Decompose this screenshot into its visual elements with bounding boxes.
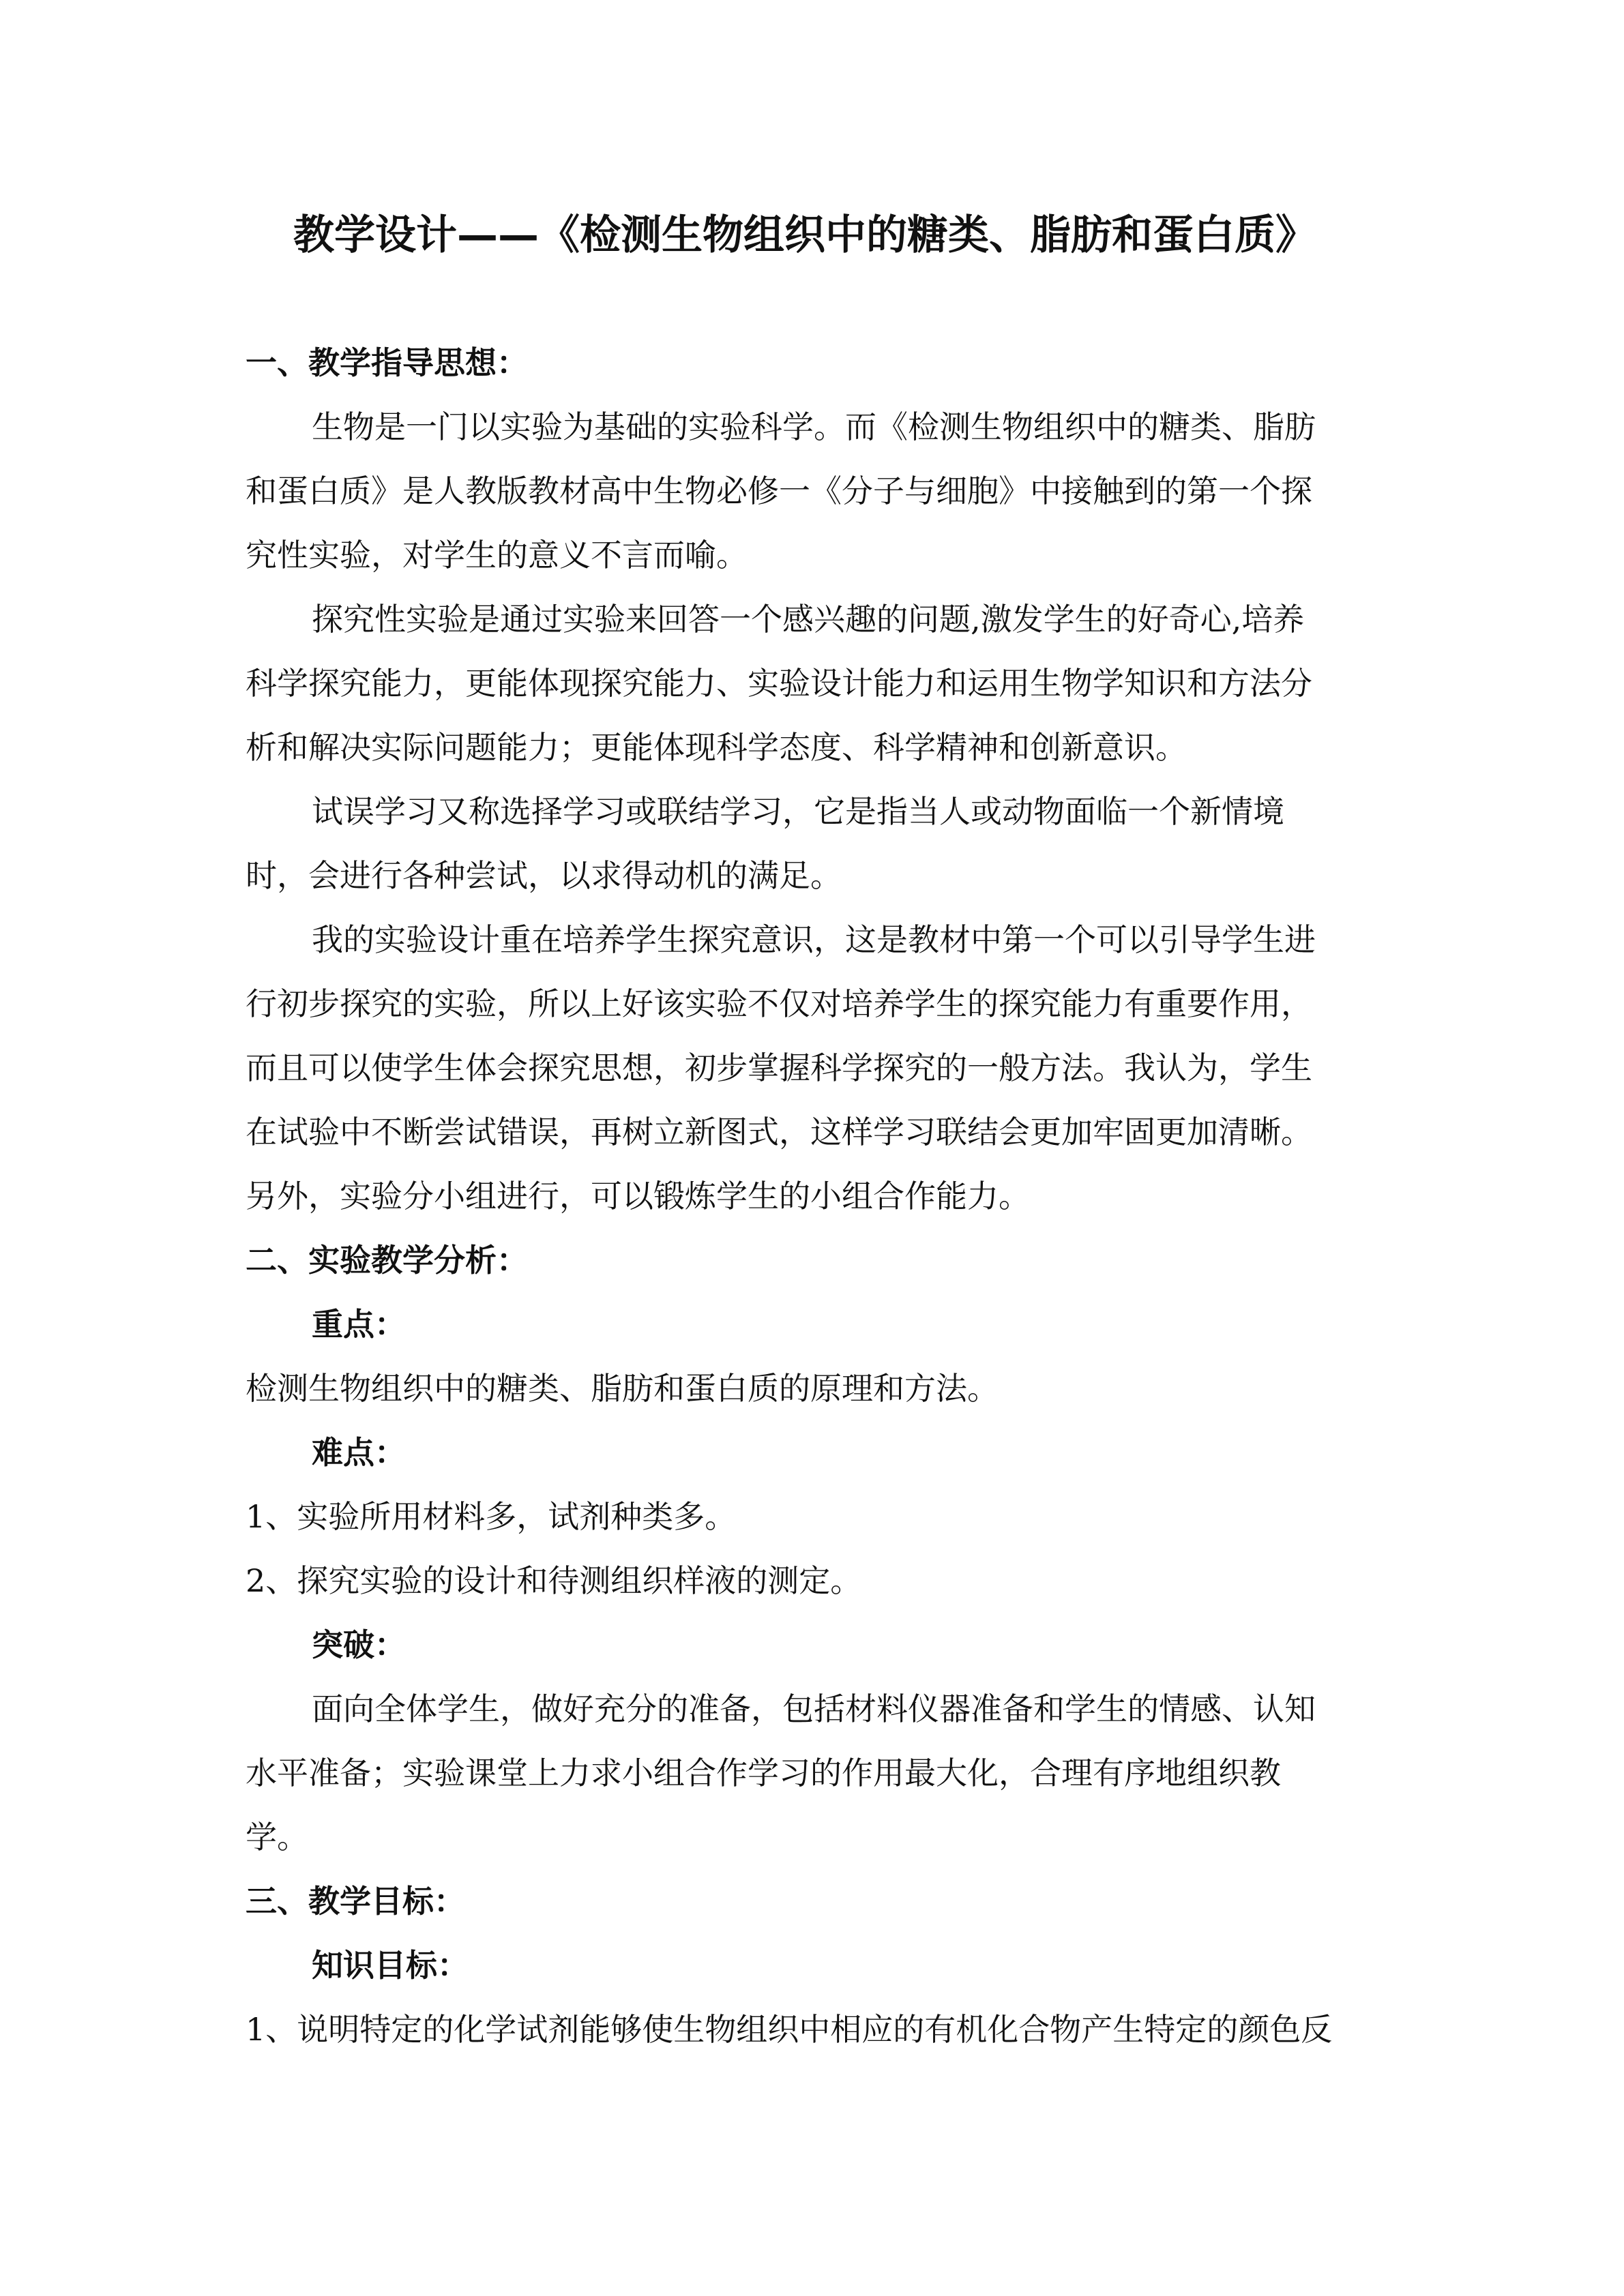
difficulty-item: 2、探究实验的设计和待测组织样液的测定。 — [246, 1562, 862, 1599]
section-heading-2: 二、实验教学分析： — [246, 1242, 528, 1279]
paragraph-line: 生物是一门以实验为基础的实验科学。而《检测生物组织中的糖类、脂肪 — [312, 408, 1316, 445]
paragraph-line: 而且可以使学生体会探究思想，初步掌握科学探究的一般方法。我认为，学生 — [246, 1049, 1312, 1086]
key-point-label: 重点： — [312, 1306, 406, 1343]
paragraph-line: 析和解决实际问题能力；更能体现科学态度、科学精神和创新意识。 — [246, 729, 1187, 766]
paragraph-line: 水平准备；实验课堂上力求小组合作学习的作用最大化，合理有序地组织教 — [246, 1755, 1281, 1791]
paragraph-line: 究性实验，对学生的意义不言而喻。 — [246, 537, 748, 573]
difficulty-label: 难点： — [312, 1434, 406, 1471]
paragraph-line: 和蛋白质》是人教版教材高中生物必修一《分子与细胞》中接触到的第一个探 — [246, 473, 1312, 509]
paragraph-line: 另外，实验分小组进行，可以锻炼学生的小组合作能力。 — [246, 1178, 1030, 1214]
paragraph-line: 行初步探究的实验，所以上好该实验不仅对培养学生的探究能力有重要作用， — [246, 985, 1312, 1022]
key-point-text: 检测生物组织中的糖类、脂肪和蛋白质的原理和方法。 — [246, 1370, 999, 1407]
paragraph-line: 时，会进行各种尝试，以求得动机的满足。 — [246, 857, 842, 894]
paragraph-line: 学。 — [246, 1819, 308, 1855]
difficulty-item: 1、实验所用材料多，试剂种类多。 — [246, 1498, 737, 1535]
knowledge-goal-item: 1、说明特定的化学试剂能够使生物组织中相应的有机化合物产生特定的颜色反 — [246, 2011, 1333, 2048]
paragraph-line: 面向全体学生，做好充分的准备，包括材料仪器准备和学生的情感、认知 — [312, 1690, 1316, 1727]
section-heading-3: 三、教学目标： — [246, 1883, 465, 1920]
knowledge-goal-label: 知识目标： — [312, 1947, 469, 1984]
paragraph-line: 科学探究能力，更能体现探究能力、实验设计能力和运用生物学知识和方法分 — [246, 665, 1312, 702]
paragraph-line: 我的实验设计重在培养学生探究意识，这是教材中第一个可以引导学生进 — [312, 921, 1316, 958]
paragraph-line: 试误学习又称选择学习或联结学习，它是指当人或动物面临一个新情境 — [312, 793, 1284, 830]
document-title: 教学设计——《检测生物组织中的糖类、脂肪和蛋白质》 — [293, 211, 1316, 259]
paragraph-line: 探究性实验是通过实验来回答一个感兴趣的问题,激发学生的好奇心,培养 — [312, 601, 1305, 638]
paragraph-line: 在试验中不断尝试错误，再树立新图式，这样学习联结会更加牢固更加清晰。 — [246, 1114, 1312, 1150]
section-heading-1: 一、教学指导思想： — [246, 344, 528, 381]
breakthrough-label: 突破： — [312, 1626, 406, 1663]
document-body — [246, 331, 1378, 2061]
